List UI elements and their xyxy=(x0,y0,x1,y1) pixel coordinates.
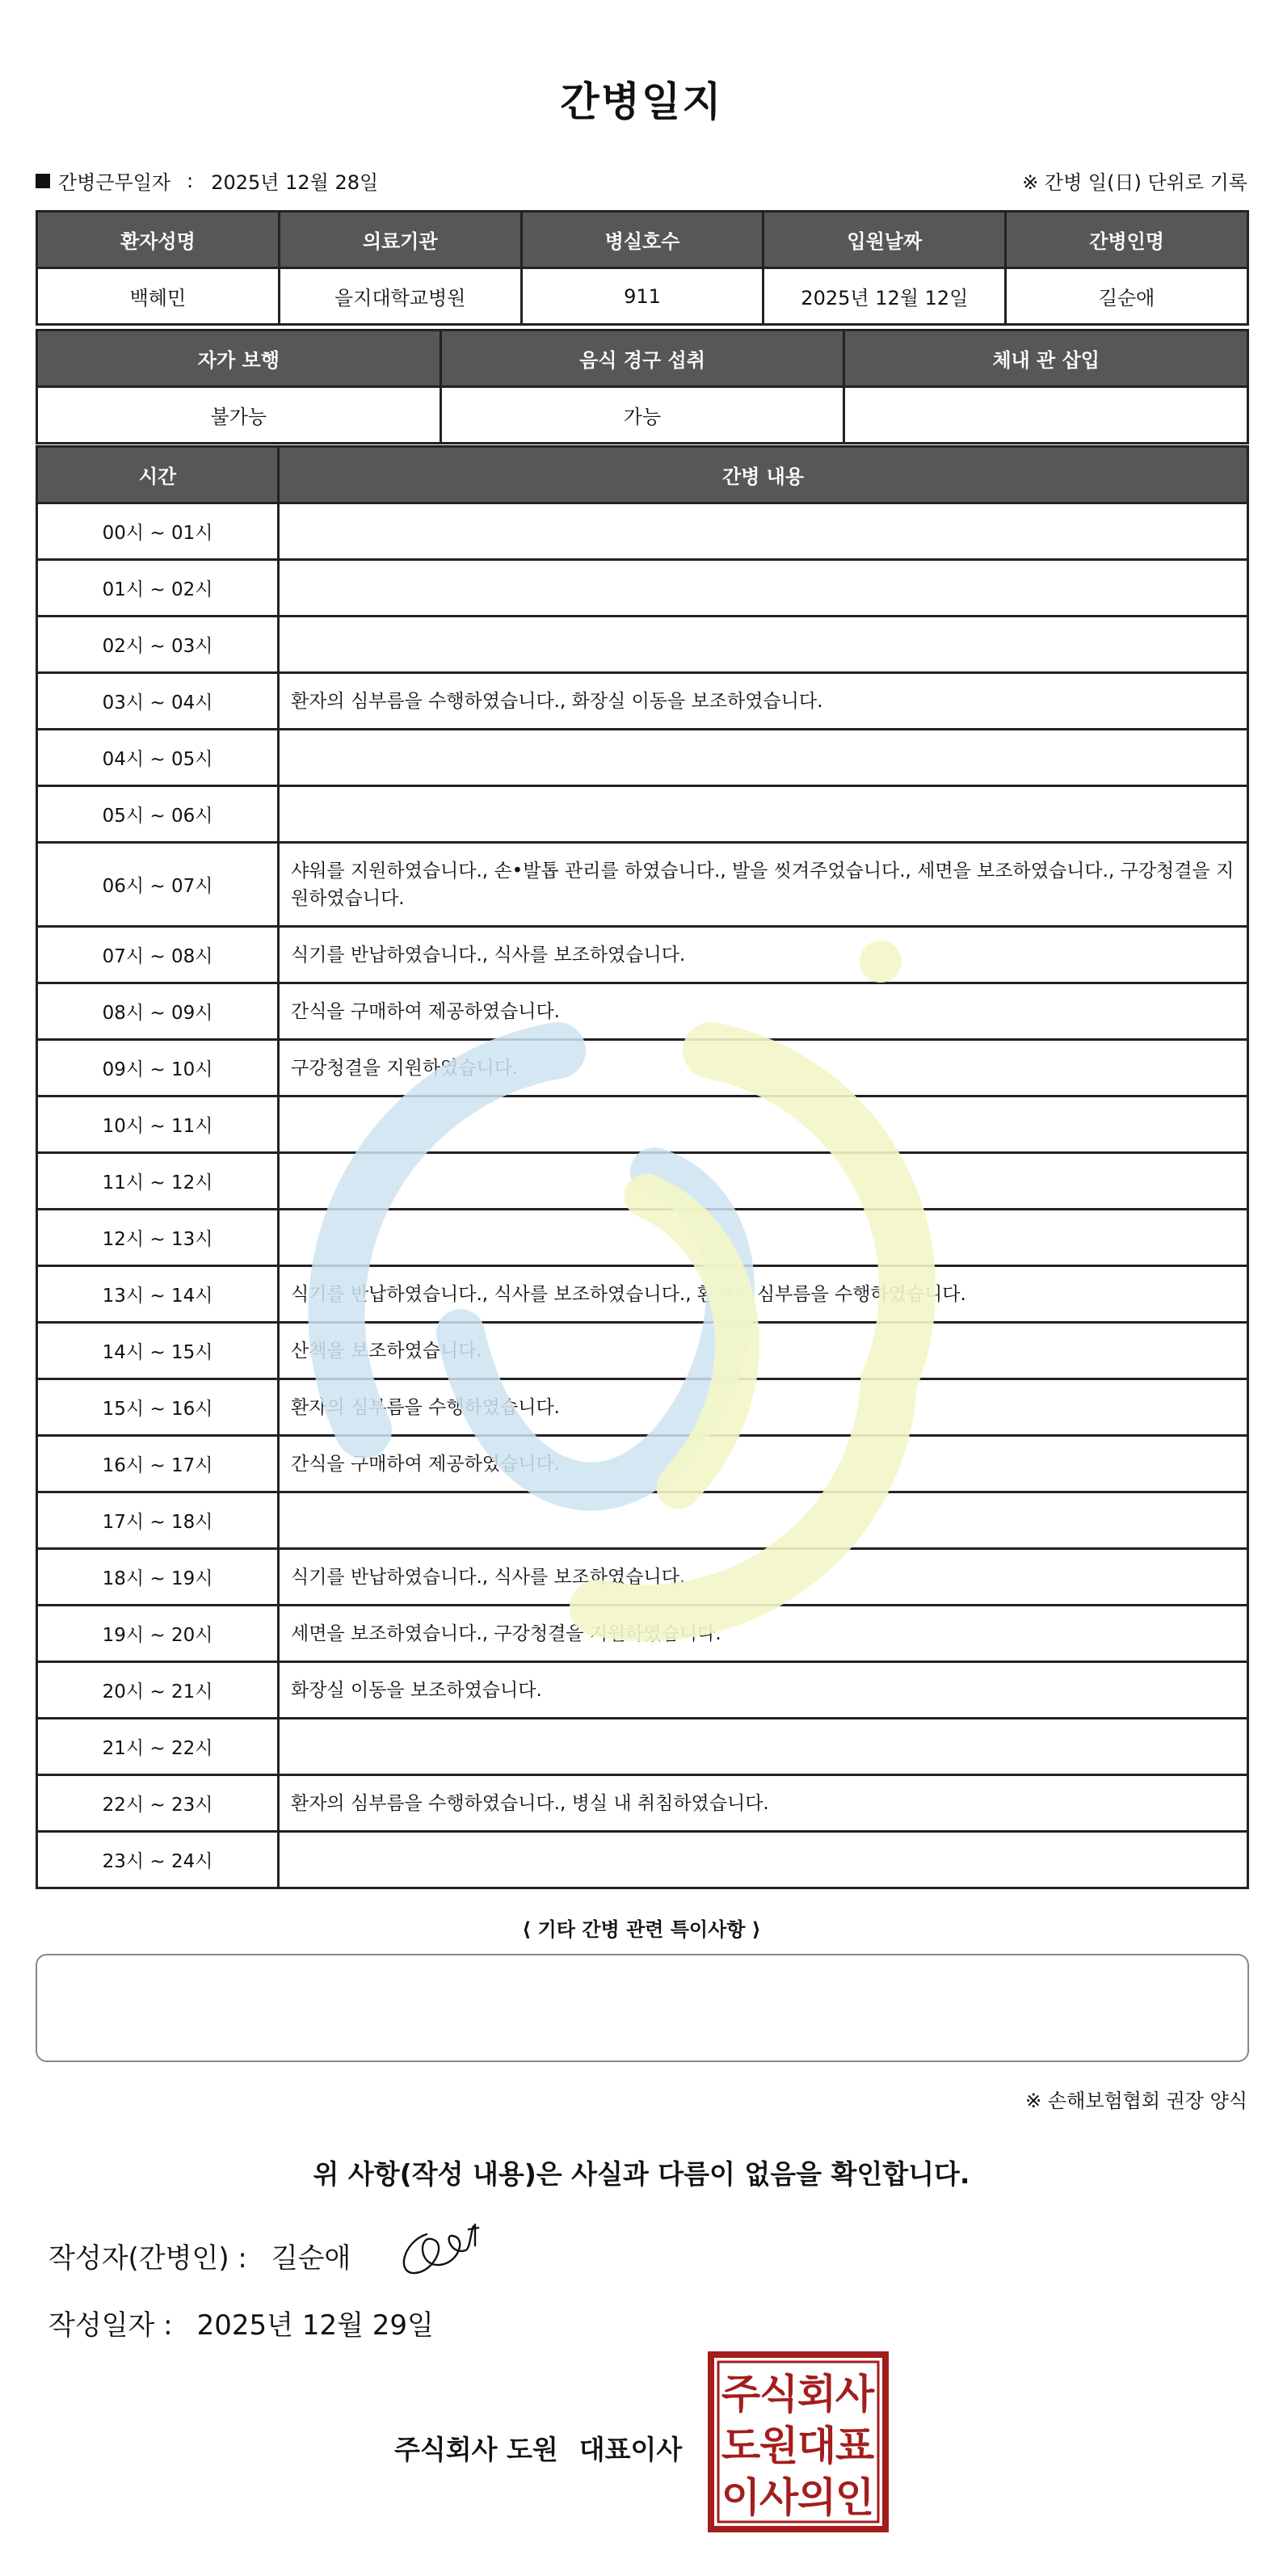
schedule-row xyxy=(37,1210,1248,1266)
walking-header: 자가 보행 xyxy=(37,330,441,387)
schedule-time: 21시 ~ 22시 xyxy=(37,1719,279,1775)
caregiver-name-header: 간병인명 xyxy=(1006,212,1248,268)
seal-character: 인 xyxy=(835,2474,875,2521)
schedule-row xyxy=(37,1662,1248,1719)
schedule-row xyxy=(37,1379,1248,1436)
schedule-time: 09시 ~ 10시 xyxy=(37,1040,279,1096)
schedule-row xyxy=(37,843,1248,927)
company-line xyxy=(394,2429,682,2467)
schedule-time: 00시 ~ 01시 xyxy=(37,503,279,560)
remarks-content xyxy=(37,1955,1247,1981)
seal-character: 회 xyxy=(797,2371,837,2418)
room-number-value: 911 xyxy=(521,268,763,325)
schedule-row xyxy=(37,1096,1248,1153)
schedule-row xyxy=(37,503,1248,560)
schedule-time: 10시 ~ 11시 xyxy=(37,1096,279,1153)
admission-date-header: 입원날짜 xyxy=(763,212,1006,268)
seal-character: 이 xyxy=(721,2474,761,2521)
schedule-content xyxy=(279,1096,1248,1153)
schedule-time: 16시 ~ 17시 xyxy=(37,1436,279,1492)
schedule-time: 06시 ~ 07시 xyxy=(37,843,279,927)
schedule-time: 03시 ~ 04시 xyxy=(37,673,279,730)
seal-character: 표 xyxy=(835,2422,875,2469)
schedule-time: 14시 ~ 15시 xyxy=(37,1323,279,1379)
schedule-content xyxy=(279,1719,1248,1775)
work-date-label: 간병근무일자 xyxy=(58,171,171,194)
company-name: 주식회사 도원 xyxy=(394,2434,558,2465)
schedule-row xyxy=(37,1549,1248,1606)
patient-info-header-row xyxy=(37,212,1248,268)
schedule-time: 01시 ~ 02시 xyxy=(37,560,279,617)
schedule-row xyxy=(37,673,1248,730)
hospital-header: 의료기관 xyxy=(279,212,521,268)
schedule-time: 04시 ~ 05시 xyxy=(37,730,279,786)
schedule-row xyxy=(37,1436,1248,1492)
schedule-row xyxy=(37,983,1248,1040)
document-title: 간병일지 xyxy=(560,78,723,125)
patient-status-value-row xyxy=(37,387,1248,444)
remarks-box xyxy=(36,1954,1249,2062)
schedule-time: 02시 ~ 03시 xyxy=(37,617,279,673)
schedule-content xyxy=(279,786,1248,843)
schedule-content: 구강청결을 지원하였습니다. xyxy=(279,1040,1248,1096)
confirmation-text: 위 사항(작성 내용)은 사실과 다름이 없음을 확인합니다. xyxy=(313,2158,970,2190)
patient-info-table xyxy=(36,210,1249,326)
schedule-content xyxy=(279,560,1248,617)
schedule-row xyxy=(37,1606,1248,1662)
hospital-value: 을지대학교병원 xyxy=(279,268,521,325)
schedule-row xyxy=(37,1040,1248,1096)
schedule-row xyxy=(37,617,1248,673)
signature-icon xyxy=(394,2218,491,2283)
tube-insertion-value xyxy=(844,387,1248,444)
schedule-time: 23시 ~ 24시 xyxy=(37,1832,279,1888)
patient-status-header-row xyxy=(37,330,1248,387)
schedule-time: 12시 ~ 13시 xyxy=(37,1210,279,1266)
schedule-time: 08시 ~ 09시 xyxy=(37,983,279,1040)
writer-line xyxy=(48,2236,351,2275)
unit-note: ※ 간병 일(日) 단위로 기록 xyxy=(1022,171,1247,194)
square-bullet-icon xyxy=(36,174,50,188)
schedule-content xyxy=(279,1153,1248,1210)
representative-title: 대표이사 xyxy=(578,2434,683,2465)
schedule-time: 11시 ~ 12시 xyxy=(37,1153,279,1210)
schedule-content: 화장실 이동을 보조하였습니다. xyxy=(279,1662,1248,1719)
schedule-content: 환자의 심부름을 수행하였습니다., 화장실 이동을 보조하였습니다. xyxy=(279,673,1248,730)
patient-status-table xyxy=(36,329,1249,444)
caregiver-name-value: 길순애 xyxy=(1006,268,1248,325)
schedule-content: 식기를 반납하였습니다., 식사를 보조하였습니다. xyxy=(279,927,1248,983)
schedule-content xyxy=(279,1210,1248,1266)
schedule-row xyxy=(37,730,1248,786)
schedule-row xyxy=(37,1492,1248,1549)
patient-name-header: 환자성명 xyxy=(37,212,280,268)
seal-character: 원 xyxy=(759,2422,799,2469)
seal-character: 의 xyxy=(797,2474,837,2521)
schedule-time: 05시 ~ 06시 xyxy=(37,786,279,843)
schedule-time: 15시 ~ 16시 xyxy=(37,1379,279,1436)
schedule-row xyxy=(37,786,1248,843)
schedule-row xyxy=(37,1775,1248,1832)
seal-character: 사 xyxy=(759,2474,799,2521)
schedule-content: 환자의 심부름을 수행하였습니다. xyxy=(279,1379,1248,1436)
seal-character: 식 xyxy=(759,2371,799,2418)
walking-value: 불가능 xyxy=(37,387,441,444)
schedule-content xyxy=(279,1492,1248,1549)
schedule-content: 간식을 구매하여 제공하였습니다. xyxy=(279,1436,1248,1492)
written-date-label: 작성일자 : xyxy=(48,2309,173,2342)
schedule-row xyxy=(37,1832,1248,1888)
patient-name-value: 백혜민 xyxy=(37,268,280,325)
schedule-time: 19시 ~ 20시 xyxy=(37,1606,279,1662)
written-date-value: 2025년 12월 29일 xyxy=(196,2309,434,2342)
schedule-content xyxy=(279,1832,1248,1888)
writer-label: 작성자(간병인) : xyxy=(48,2242,247,2275)
schedule-content: 식기를 반납하였습니다., 식사를 보조하였습니다. xyxy=(279,1549,1248,1606)
schedule-header-row xyxy=(37,447,1248,503)
schedule-time: 13시 ~ 14시 xyxy=(37,1266,279,1323)
schedule-content xyxy=(279,730,1248,786)
content-header: 간병 내용 xyxy=(279,447,1248,503)
patient-info-value-row xyxy=(37,268,1248,325)
schedule-content: 샤워를 지원하였습니다., 손•발톱 관리를 하였습니다., 발을 씻겨주었습니다., 세면을 보조하였습니다., 구강청결을 지원하였습니다. xyxy=(279,843,1248,927)
schedule-content: 산책을 보조하였습니다. xyxy=(279,1323,1248,1379)
work-date-value: 2025년 12월 28일 xyxy=(211,171,379,194)
schedule-row xyxy=(37,560,1248,617)
schedule-content: 식기를 반납하였습니다., 식사를 보조하였습니다., 환자의 심부름을 수행하였습니다. xyxy=(279,1266,1248,1323)
schedule-time: 22시 ~ 23시 xyxy=(37,1775,279,1832)
schedule-content: 간식을 구매하여 제공하였습니다. xyxy=(279,983,1248,1040)
work-date-separator: : xyxy=(187,169,194,192)
tube-insertion-header: 체내 관 삽입 xyxy=(844,330,1248,387)
seal-character: 주 xyxy=(721,2371,761,2418)
work-date-line xyxy=(36,166,378,195)
schedule-content: 환자의 심부름을 수행하였습니다., 병실 내 취침하였습니다. xyxy=(279,1775,1248,1832)
seal-character: 도 xyxy=(721,2422,761,2469)
oral-intake-value: 가능 xyxy=(440,387,844,444)
schedule-time: 18시 ~ 19시 xyxy=(37,1549,279,1606)
written-date-line xyxy=(48,2303,434,2342)
schedule-row xyxy=(37,1719,1248,1775)
schedule-row xyxy=(37,1323,1248,1379)
remarks-title: ⟨ 기타 간병 관련 특이사항 ⟩ xyxy=(522,1918,761,1941)
admission-date-value: 2025년 12월 12일 xyxy=(763,268,1006,325)
company-seal-icon xyxy=(708,2351,889,2532)
schedule-time: 20시 ~ 21시 xyxy=(37,1662,279,1719)
schedule-content xyxy=(279,503,1248,560)
recommend-note: ※ 손해보험협회 권장 양식 xyxy=(1025,2090,1247,2112)
room-number-header: 병실호수 xyxy=(521,212,763,268)
schedule-time: 17시 ~ 18시 xyxy=(37,1492,279,1549)
schedule-time: 07시 ~ 08시 xyxy=(37,927,279,983)
writer-name: 길순애 xyxy=(271,2242,351,2275)
oral-intake-header: 음식 경구 섭취 xyxy=(440,330,844,387)
care-schedule-table xyxy=(36,445,1249,1889)
schedule-row xyxy=(37,1266,1248,1323)
schedule-row xyxy=(37,927,1248,983)
schedule-row xyxy=(37,1153,1248,1210)
schedule-content: 세면을 보조하였습니다., 구강청결을 지원하였습니다. xyxy=(279,1606,1248,1662)
time-header: 시간 xyxy=(37,447,279,503)
schedule-content xyxy=(279,617,1248,673)
seal-character: 대 xyxy=(797,2422,837,2469)
seal-character: 사 xyxy=(835,2371,875,2418)
